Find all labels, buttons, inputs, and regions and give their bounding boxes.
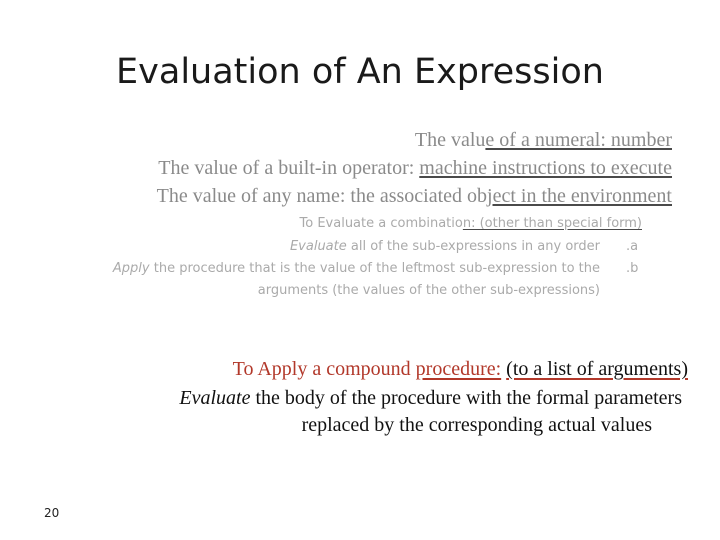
step-b-verb: Apply <box>112 261 150 276</box>
combination-step-b <box>113 258 600 280</box>
page-number: 20 <box>44 506 60 520</box>
value-of-operator-prefix: The value of a built-in operator: <box>158 157 420 179</box>
value-of-operator-underlined: machine instructions to execute <box>419 157 672 179</box>
value-of-numeral-underlined: e of a numeral: number <box>485 129 672 151</box>
combination-heading-underlined: n: (other than special form) <box>462 216 642 231</box>
apply-evaluate-verb: Evaluate <box>179 387 251 409</box>
step-a-text: all of the sub-expressions in any order <box>346 239 600 254</box>
apply-replaced-line: replaced by the corresponding actual values <box>301 414 652 436</box>
value-of-name-prefix: The value of any name: the associated ob <box>156 185 488 207</box>
step-b-text: the procedure that is the value of the leftmost sub-expression to the <box>149 261 600 276</box>
apply-heading-procedure: procedure: <box>415 358 502 380</box>
value-of-operator-line <box>158 155 672 181</box>
apply-heading-prefix: To Apply a compound <box>232 358 416 380</box>
apply-evaluate-body-line <box>179 383 682 413</box>
slide-title: Evaluation of An Expression <box>116 52 604 92</box>
value-of-numeral-prefix: The valu <box>414 129 486 151</box>
apply-compound-heading <box>233 354 688 384</box>
apply-heading-arguments: (to a list of arguments) <box>506 358 688 380</box>
value-of-name-underlined: ject in the environment <box>487 185 672 207</box>
combination-heading <box>300 213 642 235</box>
combination-step-b-continuation: arguments (the values of the other sub-expressions) <box>257 283 600 298</box>
step-a-marker: .a <box>626 239 639 254</box>
value-of-name-line <box>157 183 672 209</box>
apply-evaluate-text: the body of the procedure with the formal parameters <box>250 387 682 409</box>
value-of-numeral-line <box>415 127 672 153</box>
combination-step-a <box>290 236 600 258</box>
combination-heading-prefix: To Evaluate a combinatio <box>299 216 463 231</box>
step-a-verb: Evaluate <box>289 239 347 254</box>
step-b-marker: .b <box>626 261 639 276</box>
